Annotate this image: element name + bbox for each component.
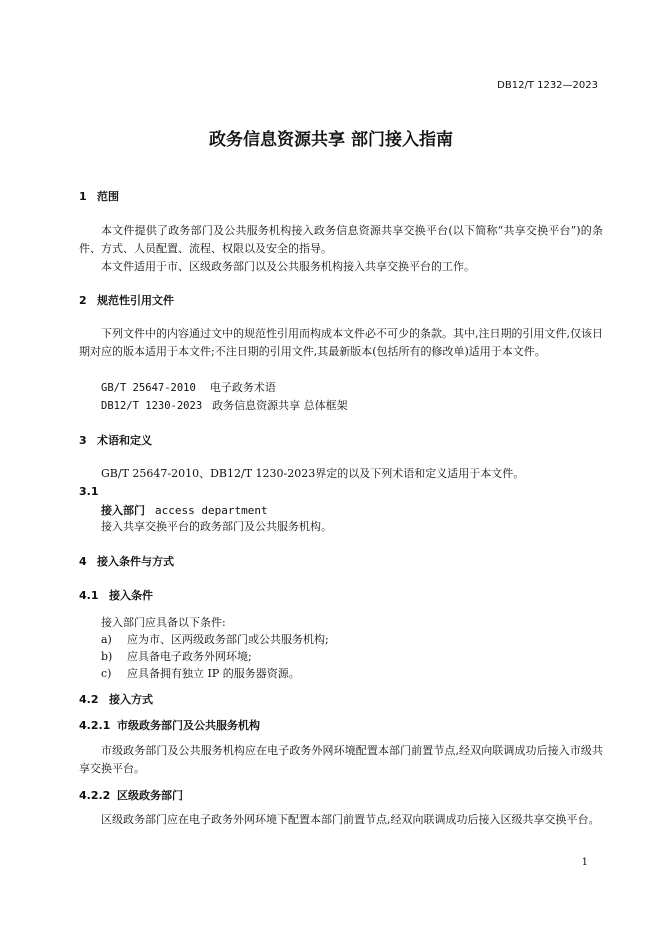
section-title: 规范性引用文件 [97, 294, 174, 307]
section-number: 4.1 [79, 589, 99, 602]
list-item [101, 631, 329, 647]
list-label: b) [101, 650, 113, 663]
terms-paragraph: GB/T 25647-2010、DB12/T 1230-2023界定的以及下列术语和定义适用于本文件。 [101, 467, 525, 480]
list-label: c) [101, 667, 112, 680]
scope-paragraph-2: 本文件适用于市、区级政务部门以及公共服务机构接入共享交换平台的工作。 [101, 260, 475, 273]
section-4-1-heading [79, 587, 153, 603]
term-chinese: 接入部门 [101, 504, 145, 517]
section-number: 4.2.1 [79, 719, 111, 732]
section-number: 2 [79, 294, 87, 307]
section-title: 接入方式 [109, 693, 153, 706]
reference-code: DB12/T 1230-2023 [101, 400, 203, 412]
reference-code: GB/T 25647-2010 [101, 382, 196, 394]
section-title: 术语和定义 [97, 434, 152, 447]
section-number: 4 [79, 555, 87, 568]
section-title: 接入条件与方式 [97, 555, 174, 568]
term-entry [101, 502, 268, 518]
list-text: 应为市、区两级政务部门或公共服务机构; [127, 633, 329, 646]
term-english: access department [155, 504, 268, 517]
section-title: 市级政务部门及公共服务机构 [117, 719, 260, 732]
section-4-2-heading [79, 691, 153, 707]
city-access-paragraph: 市级政务部门及公共服务机构应在电子政务外网环境配置本部门前置节点,经双向联调成功后接入市级共享交换平台。 [79, 744, 603, 775]
section-4-2-2-heading [79, 787, 183, 803]
section-2-heading [79, 292, 174, 308]
reference-title: 政务信息资源共享 总体框架 [212, 399, 348, 412]
section-number: 3 [79, 434, 87, 447]
list-item [101, 648, 252, 664]
section-4-2-1-heading [79, 717, 260, 733]
reference-1 [101, 379, 276, 395]
list-item [101, 665, 300, 681]
section-title: 范围 [97, 190, 119, 203]
term-definition: 接入共享交换平台的政务部门及公共服务机构。 [101, 520, 332, 533]
section-4-heading [79, 553, 174, 569]
list-text: 应具备拥有独立 IP 的服务器资源。 [127, 667, 300, 680]
conditions-intro: 接入部门应具备以下条件: [101, 616, 226, 629]
section-3-heading [79, 432, 152, 448]
section-title: 区级政务部门 [117, 789, 183, 802]
reference-title: 电子政务术语 [209, 381, 276, 394]
section-title: 接入条件 [109, 589, 153, 602]
references-paragraph: 下列文件中的内容通过文中的规范性引用而构成本文件必不可少的条款。其中,注日期的引用文件,仅该日期对应的版本适用于本文件;不注日期的引用文件,其最新版本(包括所有的修改单)适用于本文件。 [79, 327, 603, 358]
list-label: a) [101, 633, 112, 646]
section-1-heading [79, 188, 119, 204]
section-number: 1 [79, 190, 87, 203]
page-number: 1 [581, 857, 588, 868]
scope-paragraph-1: 本文件提供了政务部门及公共服务机构接入政务信息资源共享交换平台(以下简称“共享交换平台”)的条件、方式、人员配置、流程、权限以及安全的指导。 [79, 224, 603, 255]
reference-2 [101, 397, 348, 413]
district-access-paragraph: 区级政务部门应在电子政务外网环境下配置本部门前置节点,经双向联调成功后接入区级共享交换平台。 [101, 813, 600, 826]
document-title: 政务信息资源共享 部门接入指南 [209, 130, 453, 150]
term-number: 3.1 [79, 485, 99, 498]
standard-code: DB12/T 1232—2023 [497, 80, 598, 91]
section-number: 4.2.2 [79, 789, 111, 802]
list-text: 应具备电子政务外网环境; [127, 650, 252, 663]
section-number: 4.2 [79, 693, 99, 706]
